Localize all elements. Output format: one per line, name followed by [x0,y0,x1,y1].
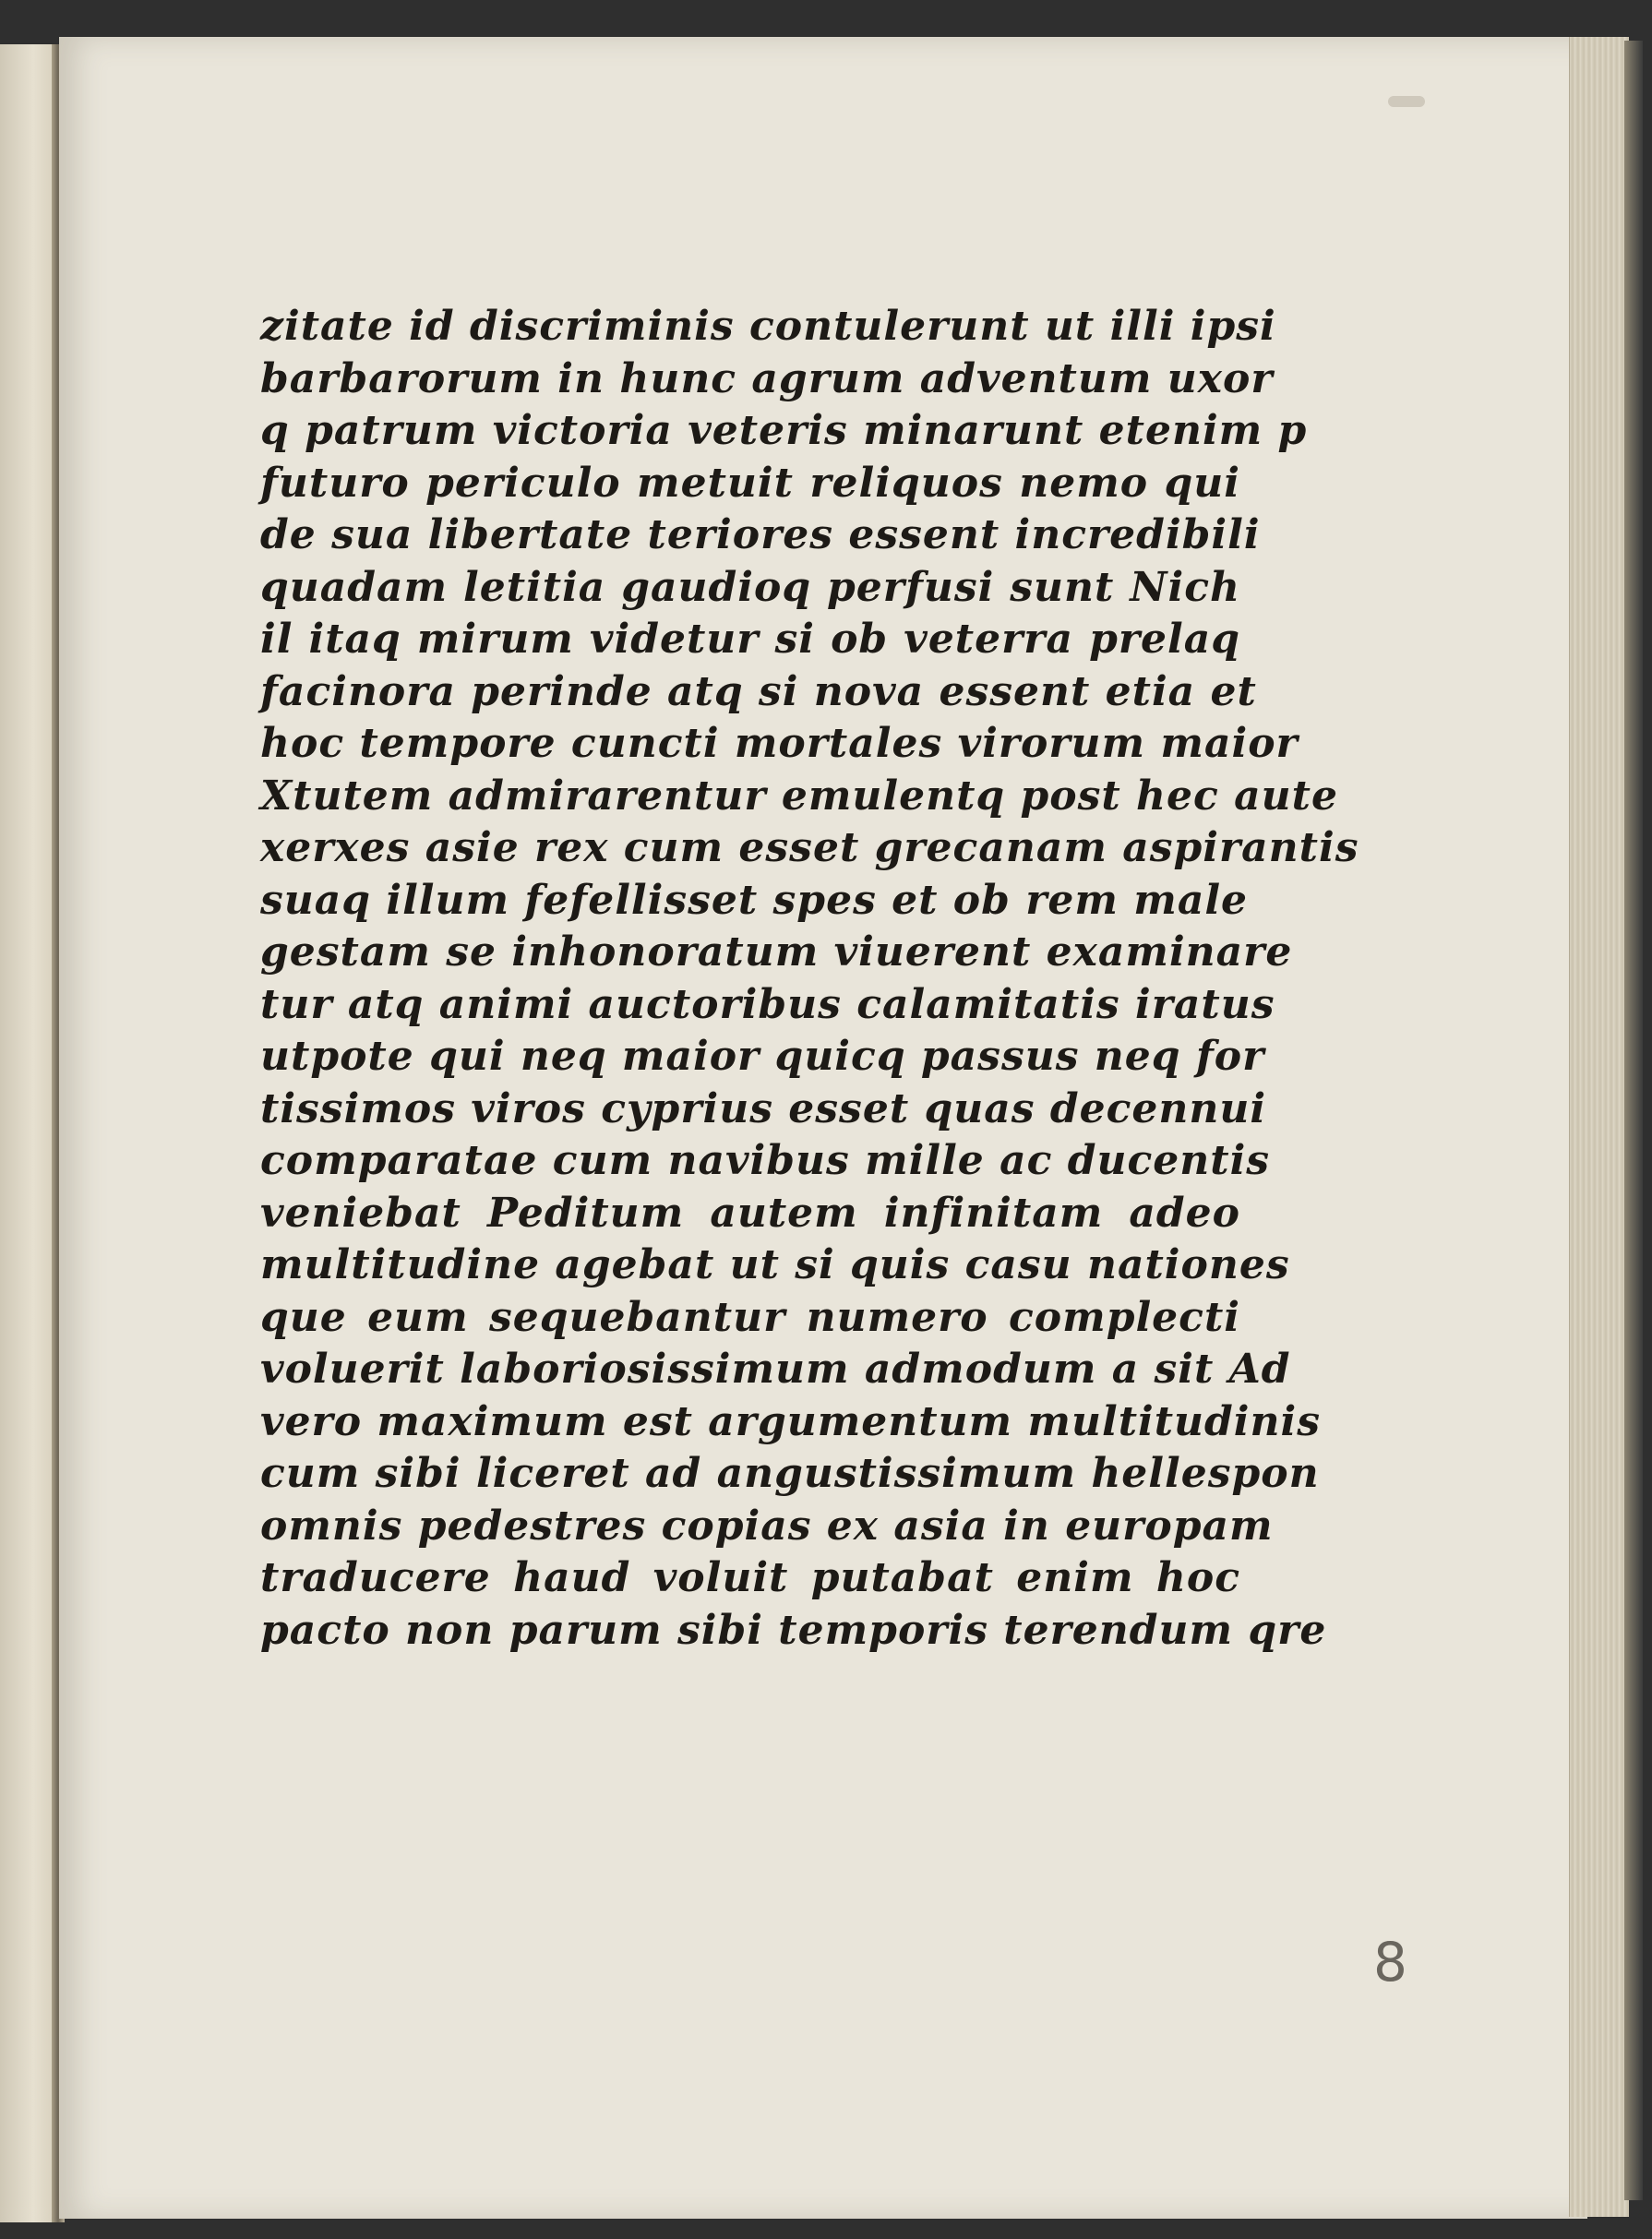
text-line: pacto non parum sibi temporis terendum qre [260,1606,1327,1654]
text-line: hoc tempore cuncti mortales virorum maior [260,720,1299,767]
text-line: zitate id discriminis contulerunt ut illi ipsi [260,303,1276,350]
text-line: q patrum victoria veteris minarunt etenim p [260,407,1308,454]
text-line: multitudine agebat ut si quis casu nationes [260,1241,1290,1288]
text-line: cum sibi liceret ad angustissimum hellespon [260,1450,1320,1497]
page-stack-edge [1569,37,1629,2217]
text-line: il itaq mirum videtur si ob veterra prelaq [260,616,1240,663]
text-line: voluerit laboriosissimum admodum a sit Ad [260,1346,1291,1393]
text-line: quadam letitia gaudioq perfusi sunt Nich [260,563,1240,611]
text-line: vero maximum est argumentum multitudinis [260,1397,1322,1445]
text-line: suaq illum fefellisset spes et ob rem male [260,876,1249,924]
text-line: Xtutem admirarentur emulentq post hec aute [260,772,1338,820]
margin-mark [1388,96,1425,107]
text-line: omnis pedestres copias ex asia in europam [260,1502,1274,1550]
text-line: veniebat Peditum autem infinitam adeo [260,1189,1240,1237]
text-line: utpote qui neq maior quicq passus neq for [260,1033,1265,1080]
text-line: que eum sequebantur numero complecti [260,1293,1240,1341]
text-line: futuro periculo metuit reliquos nemo qui [260,459,1240,507]
text-line: tur atq animi auctoribus calamitatis iratus [260,980,1275,1028]
folio-number: 8 [1373,1931,1407,1994]
text-line: de sua libertate teriores essent incredibili [260,511,1261,558]
text-line: tissimos viros cyprius esset quas decennui [260,1084,1267,1132]
manuscript-text-block [260,301,1359,1657]
text-line: gestam se inhonoratum viuerent examinare [260,928,1293,976]
text-line: traducere haud voluit putabat enim hoc [260,1554,1240,1601]
text-line: facinora perinde atq si nova essent etia et [260,667,1257,715]
text-line: xerxes asie rex cum esset grecanam aspirantis [260,824,1359,871]
text-line: barbarorum in hunc agrum adventum uxor [260,354,1274,402]
text-line: comparatae cum navibus mille ac ducentis [260,1137,1271,1184]
page-edge-shadow [1624,41,1643,2200]
